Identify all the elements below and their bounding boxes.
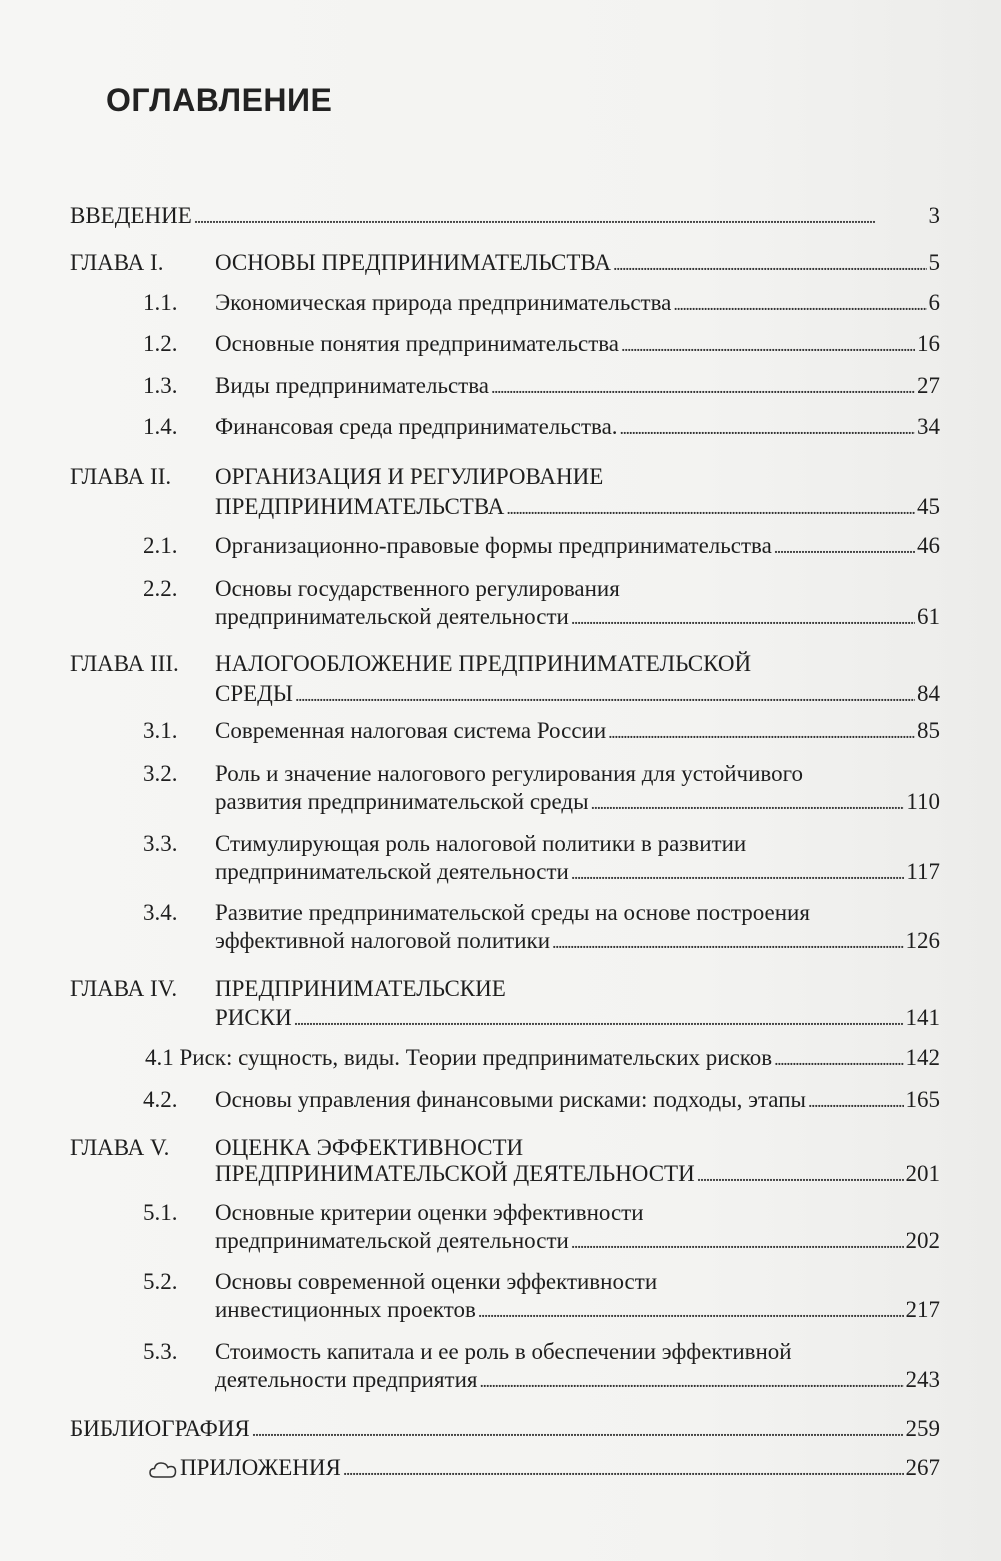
entry-title: СРЕДЫ [215, 681, 293, 706]
section-number: 1.1. [143, 290, 178, 315]
dot-leader [478, 1294, 904, 1327]
entry-title: предпринимательской деятельности [215, 1228, 569, 1253]
dot-leader [571, 1225, 904, 1258]
page-number: 45 [917, 494, 940, 519]
page-number: 201 [905, 1161, 940, 1186]
section-number: 1.2. [143, 331, 178, 356]
dot-leader [295, 678, 915, 711]
dot-leader [613, 247, 927, 280]
entry-title-line: Развитие предпринимательской среды на основе построения [215, 900, 810, 925]
entry-title-line: Роль и значение налогового регулирования для устойчивого [215, 761, 803, 786]
toc-entry-section[interactable] [215, 411, 940, 444]
dot-leader [506, 491, 915, 524]
page-number: 267 [905, 1455, 940, 1480]
entry-title-line: Основы современной оценки эффективности [215, 1269, 658, 1294]
page-number: 46 [917, 533, 940, 558]
entry-title: Финансовая среда предпринимательства. [215, 414, 618, 439]
dot-leader [774, 1042, 903, 1075]
entry-title-line: Стимулирующая роль налоговой политики в развитии [215, 831, 747, 856]
dot-leader [479, 1364, 903, 1397]
chapter-label: ГЛАВА V. [70, 1135, 170, 1160]
section-number: 5.3. [143, 1339, 178, 1364]
toc-entry-chapter-5[interactable] [215, 1158, 940, 1191]
toc-entry-section[interactable] [215, 1225, 940, 1258]
dot-leader [673, 287, 926, 320]
entry-title: ОСНОВЫ ПРЕДПРИНИМАТЕЛЬСТВА [215, 250, 611, 275]
section-number: 1.3. [143, 373, 178, 398]
page-number: 217 [905, 1297, 940, 1322]
entry-title: Основы управления финансовыми рисками: подходы, этапы [215, 1087, 806, 1112]
page-number: 243 [905, 1367, 940, 1392]
chapter-label: ГЛАВА I. [70, 250, 164, 275]
entry-title: ПРИЛОЖЕНИЯ [180, 1455, 341, 1480]
section-number: 2.2. [143, 576, 178, 601]
entry-title-line: ОРГАНИЗАЦИЯ И РЕГУЛИРОВАНИЕ [215, 464, 604, 489]
page-number: 126 [905, 928, 940, 953]
entry-title: РИСКИ [215, 1005, 292, 1030]
toc-entry-chapter-2[interactable] [215, 491, 940, 524]
entry-title: Организационно-правовые формы предпринимательства [215, 533, 772, 558]
dot-leader [620, 411, 915, 444]
chapter-label: ГЛАВА II. [70, 464, 172, 489]
toc-entry-section[interactable] [215, 328, 940, 361]
entry-title-with-icon [148, 1452, 341, 1483]
page-number: 5 [928, 250, 940, 275]
entry-title: ПРЕДПРИНИМАТЕЛЬСТВА [215, 494, 505, 519]
toc-entry-section[interactable] [215, 370, 940, 403]
dot-leader [343, 1452, 904, 1485]
dot-leader [571, 856, 905, 889]
entry-title: Экономическая природа предпринимательства [215, 290, 672, 315]
section-number: 3.4. [143, 900, 178, 925]
toc-entry-section[interactable] [215, 715, 940, 748]
section-number: 4.2. [143, 1087, 178, 1112]
chapter-label: ГЛАВА IV. [70, 976, 178, 1001]
entry-title: ВВЕДЕНИЕ [70, 203, 192, 228]
entry-title: 4.1 Риск: сущность, виды. Теории предпринимательских рисков [145, 1045, 773, 1070]
page-number: 85 [917, 718, 940, 743]
entry-title-line: Стоимость капитала и ее роль в обеспечении эффективной [215, 1339, 792, 1364]
page-number: 141 [905, 1005, 940, 1030]
entry-title: Основные понятия предпринимательства [215, 331, 620, 356]
dot-leader [252, 1413, 904, 1446]
page-number: 84 [917, 681, 940, 706]
dot-leader [491, 370, 915, 403]
toc-entry-section[interactable] [215, 1084, 940, 1117]
toc-entry-section[interactable] [215, 856, 940, 889]
section-number: 3.1. [143, 718, 178, 743]
toc-entry-chapter-3[interactable] [215, 678, 940, 711]
toc-entry-section[interactable] [145, 1042, 940, 1075]
toc-entry-section[interactable] [215, 786, 940, 819]
dot-leader [774, 530, 915, 563]
section-number: 5.2. [143, 1269, 178, 1294]
entry-title-line: ПРЕДПРИНИМАТЕЛЬСКИЕ [215, 976, 506, 1001]
entry-title: развития предпринимательской среды [215, 789, 589, 814]
toc-entry-section[interactable] [215, 530, 940, 563]
toc-entry-intro[interactable] [70, 200, 940, 233]
entry-title: инвестиционных проектов [215, 1297, 476, 1322]
page-number: 165 [905, 1087, 940, 1112]
section-number: 3.3. [143, 831, 178, 856]
entry-title: Современная налоговая система России [215, 718, 607, 743]
page-title: ОГЛАВЛЕНИЕ [106, 82, 333, 118]
entry-title-line: Основные критерии оценки эффективности [215, 1200, 644, 1225]
toc-entry-section[interactable] [215, 925, 940, 958]
page-number: 117 [906, 859, 940, 884]
section-number: 5.1. [143, 1200, 178, 1225]
toc-entry-section[interactable] [215, 287, 940, 320]
toc-entry-chapter-1[interactable] [215, 247, 940, 280]
toc-entry-section[interactable] [215, 1364, 940, 1397]
entry-title: Виды предпринимательства [215, 373, 489, 398]
page-number: 27 [917, 373, 940, 398]
cloud-icon [148, 1460, 178, 1480]
entry-title: деятельности предприятия [215, 1367, 478, 1392]
page-number: 6 [928, 290, 940, 315]
entry-title-line: НАЛОГООБЛОЖЕНИЕ ПРЕДПРИНИМАТЕЛЬСКОЙ [215, 651, 752, 676]
toc-entry-bibliography[interactable] [70, 1413, 940, 1446]
dot-leader [621, 328, 915, 361]
dot-leader [608, 715, 915, 748]
page-number: 3 [928, 203, 940, 228]
toc-entry-chapter-4[interactable] [215, 1002, 940, 1035]
dot-leader [294, 1002, 904, 1035]
page-number: 61 [917, 604, 940, 629]
entry-title: эффективной налоговой политики [215, 928, 551, 953]
toc-entry-section[interactable] [215, 1294, 940, 1327]
page-number: 259 [905, 1416, 940, 1441]
section-number: 1.4. [143, 414, 178, 439]
dot-leader [808, 1084, 904, 1117]
page-number: 34 [917, 414, 940, 439]
entry-title: предпринимательской деятельности [215, 859, 569, 884]
entry-title-line: Основы государственного регулирования [215, 576, 620, 601]
section-number: 3.2. [143, 761, 178, 786]
dot-leader [571, 601, 915, 634]
dot-leader [552, 925, 903, 958]
toc-entry-appendix[interactable] [148, 1452, 940, 1485]
page-number: 16 [917, 331, 940, 356]
page-number: 142 [905, 1045, 940, 1070]
dot-leader [591, 786, 905, 819]
page-number: 202 [905, 1228, 940, 1253]
dot-leader [697, 1158, 904, 1191]
entry-title: БИБЛИОГРАФИЯ [70, 1416, 250, 1441]
entry-title-line: ОЦЕНКА ЭФФЕКТИВНОСТИ [215, 1135, 524, 1160]
section-number: 2.1. [143, 533, 178, 558]
page-number: 110 [906, 789, 940, 814]
chapter-label: ГЛАВА III. [70, 651, 179, 676]
dot-leader [194, 200, 927, 233]
entry-title: ПРЕДПРИНИМАТЕЛЬСКОЙ ДЕЯТЕЛЬНОСТИ [215, 1161, 695, 1186]
entry-title: предпринимательской деятельности [215, 604, 569, 629]
toc-entry-section[interactable] [215, 601, 940, 634]
